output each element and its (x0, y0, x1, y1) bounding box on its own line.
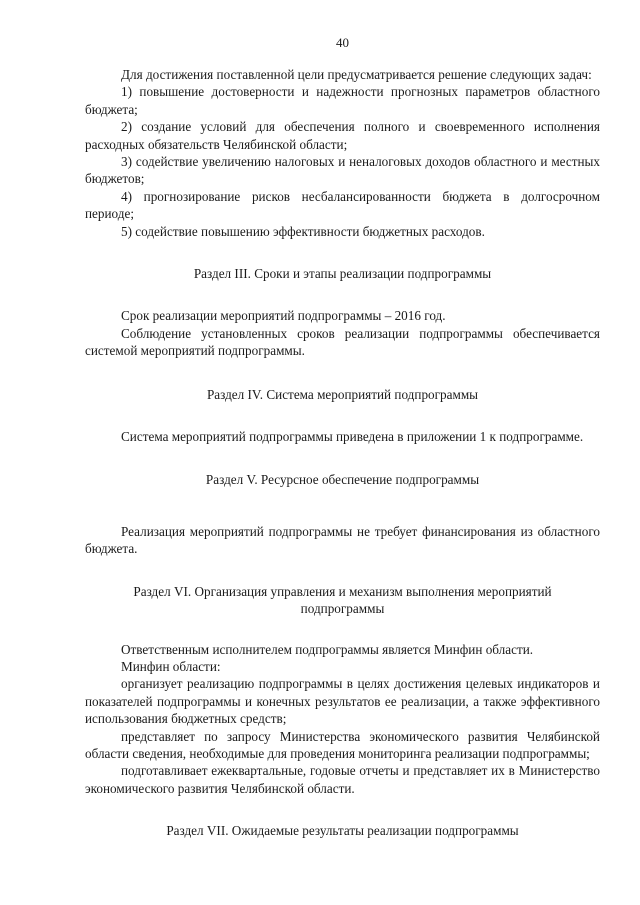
section-6-paragraph-3: организует реализацию подпрограммы в целях достижения целевых индикаторов и показателей подпрограммы и конечных результатов ее реализации, а также эффективного использования бюджетных средств; (85, 676, 600, 727)
task-item-2: 2) создание условий для обеспечения полного и своевременного исполнения расходных обязательств Челябинской области; (85, 119, 600, 152)
page-number: 40 (336, 35, 349, 50)
section-3-paragraph-1: Срок реализации мероприятий подпрограммы – 2016 год. (121, 308, 446, 324)
section-6-paragraph-4: представляет по запросу Министерства экономического развития Челябинской области сведения, необходимые для проведения мониторинга реализации подпрограммы; (85, 728, 600, 761)
section-7-heading: Раздел VII. Ожидаемые результаты реализации подпрограммы (166, 823, 519, 839)
section-4-paragraph-1: Система мероприятий подпрограммы приведена в приложении 1 к подпрограмме. (121, 429, 584, 445)
section-4-heading: Раздел IV. Система мероприятий подпрограммы (206, 386, 479, 402)
section-6-paragraph-1: Ответственным исполнителем подпрограммы является Минфин области. (121, 641, 534, 657)
task-item-3: 3) содействие увеличению налоговых и неналоговых доходов областного и местных бюджетов; (85, 154, 600, 187)
section-6-heading: Раздел VI. Организация управления и механизм выполнения мероприятий подпрограммы (133, 583, 552, 617)
section-6-paragraph-2: Минфин области: (121, 658, 221, 674)
intro-lead: Для достижения поставленной цели предусматривается решение следующих задач: (121, 67, 592, 82)
section-6-paragraph-5: подготавливает ежеквартальные, годовые отчеты и представляет их в Министерство экономического развития Челябинской области. (85, 763, 600, 796)
section-5-heading: Раздел V. Ресурсное обеспечение подпрограммы (205, 471, 480, 487)
task-item-4: 4) прогнозирование рисков несбалансированности бюджета в долгосрочном периоде; (85, 188, 600, 222)
document-body (85, 66, 600, 840)
task-item-1: 1) повышение достоверности и надежности прогнозных параметров областного бюджета; (85, 84, 600, 117)
section-3-heading: Раздел III. Сроки и этапы реализации подпрограммы (193, 266, 492, 282)
section-5-paragraph-1: Реализация мероприятий подпрограммы не требует финансирования из областного бюджета. (85, 523, 600, 557)
task-item-5: 5) содействие повышению эффективности бюджетных расходов. (121, 223, 485, 239)
section-3-paragraph-2: Соблюдение установленных сроков реализации подпрограммы обеспечивается системой мероприятий подпрограммы. (85, 325, 600, 359)
